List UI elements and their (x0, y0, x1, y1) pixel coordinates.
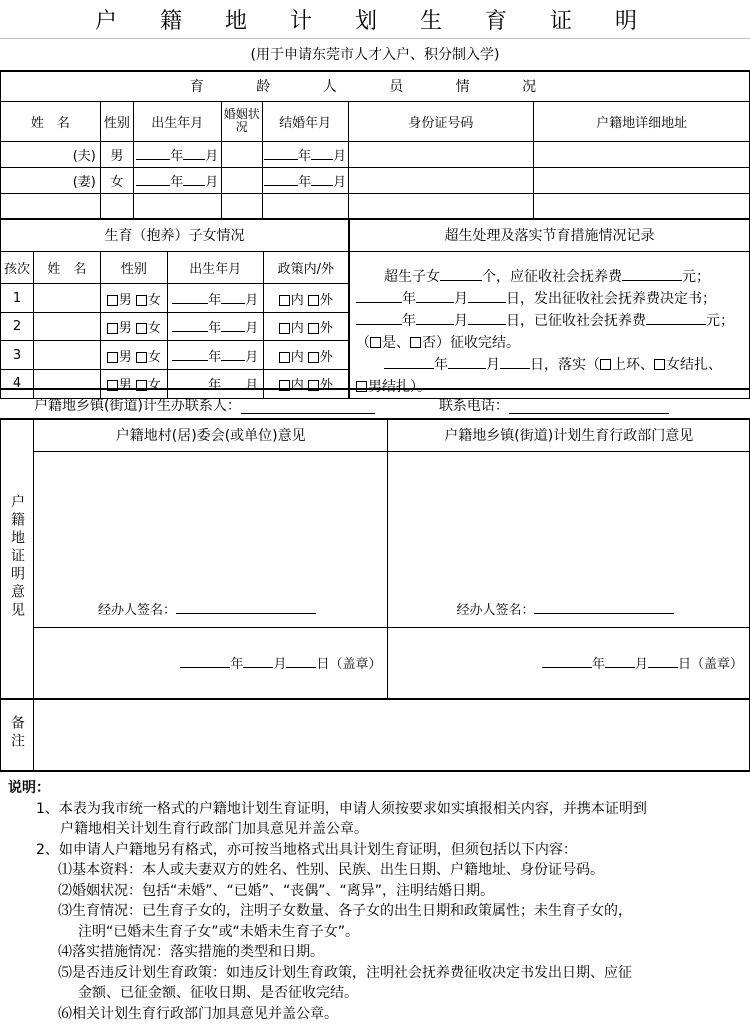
header-child-name: 姓 名 (33, 251, 100, 284)
header-address: 户籍地详细地址 (534, 101, 750, 141)
village-signer[interactable]: 经办人签名： (33, 591, 388, 627)
village-opinion-body[interactable] (33, 451, 388, 591)
child-policy[interactable]: 内 外 (263, 369, 349, 398)
header-marital: 婚姻状况 (221, 101, 262, 141)
town-signer[interactable]: 经办人签名： (388, 591, 750, 627)
child-birth[interactable]: 年 月 (167, 284, 263, 313)
town-opinion-title: 户籍地乡镇(街道)计划生育行政部门意见 (388, 419, 750, 451)
note-2-5-cont: 金额、已征金额、征收日期、是否征收完结。 (78, 985, 358, 1001)
wife-marital[interactable] (221, 167, 262, 193)
village-stamp-date[interactable]: 年 月 日（盖章） (33, 627, 388, 699)
note-2: 2、如申请人户籍地另有格式，亦可按当地格式出具计划生育证明，但须包括以下内容： (36, 841, 577, 858)
husband-marriage-date[interactable]: 年 月 (262, 141, 348, 167)
husband-id[interactable] (348, 141, 534, 167)
blank-cell[interactable] (100, 193, 133, 219)
section-title: 育 龄 人 员 情 况 (1, 71, 750, 101)
checkbox-icon (308, 295, 319, 306)
blank-cell[interactable] (133, 193, 221, 219)
child-index: 4 (1, 369, 34, 398)
child-index: 1 (1, 284, 34, 313)
remarks-label: 备注 (1, 699, 34, 771)
page-subtitle: (用于申请东莞市人才入户、积分制入学) (250, 47, 500, 63)
husband-label: (夫) (1, 141, 101, 167)
header-marriage-date: 结婚年月 (262, 101, 348, 141)
child-gender[interactable]: 男 女 (100, 312, 167, 341)
child-index: 3 (1, 341, 34, 370)
note-2-5: ⑸是否违反计划生育政策：如违反计划生育政策，注明社会抚养费征收决定书发出日期、应征 (58, 964, 632, 981)
phone-input[interactable] (509, 397, 669, 414)
children-table (0, 218, 750, 399)
checkbox-icon (107, 323, 118, 334)
checkbox-icon (136, 352, 147, 363)
page-title: 户 籍 地 计 划 生 育 证 明 (0, 0, 750, 39)
blank-cell[interactable] (262, 193, 348, 219)
checkbox-icon (308, 352, 319, 363)
wife-label: (妻) (1, 167, 101, 193)
header-child-birth: 出生年月 (167, 251, 263, 284)
note-2-6: ⑹相关计划生育行政部门加具意见并盖公章。 (58, 1005, 338, 1022)
note-2-2: ⑵婚姻状况：包括“未婚”、“已婚”、“丧偶”、“离异”，注明结婚日期。 (58, 882, 495, 899)
wife-id[interactable] (348, 167, 534, 193)
town-opinion-body[interactable] (388, 451, 750, 591)
notes (0, 778, 750, 1024)
husband-marital[interactable] (221, 141, 262, 167)
wife-birth[interactable]: 年 月 (133, 167, 221, 193)
checkbox-icon (279, 295, 290, 306)
wife-marriage-date[interactable]: 年 月 (262, 167, 348, 193)
child-policy[interactable]: 内 外 (263, 341, 349, 370)
note-2-4: ⑷落实措施情况：落实措施的类型和日期。 (58, 944, 324, 960)
overbirth-section-title: 超生处理及落实节育措施情况记录 (349, 219, 749, 251)
child-name[interactable] (33, 312, 100, 341)
checkbox-icon (654, 359, 665, 370)
child-gender[interactable]: 男 女 (100, 341, 167, 370)
child-gender[interactable]: 男 女 (100, 284, 167, 313)
note-2-3-cont: 注明“已婚未生育子女”或“未婚未生育子女”。 (78, 923, 360, 940)
blank-cell[interactable] (534, 193, 750, 219)
header-gender: 性别 (100, 101, 133, 141)
blank-cell[interactable] (1, 193, 101, 219)
phone-label: 联系电话： (438, 398, 509, 414)
note-2-3: ⑶生育情况：已生育子女的，注明子女数量、各子女的出生日期和政策属性；未生育子女的， (58, 903, 632, 919)
child-birth[interactable]: 年 月 (167, 312, 263, 341)
child-name[interactable] (33, 284, 100, 313)
note-1: 1、本表为我市统一格式的户籍地计划生育证明，申请人须按要求如实填报相关内容，并携本证明到 (36, 800, 647, 817)
checkbox-icon (370, 337, 381, 348)
checkbox-icon (136, 323, 147, 334)
checkbox-icon (107, 352, 118, 363)
overbirth-record[interactable]: 超生子女 个，应征收社会抚养费 元； 年 月 日，发出征收社会抚养费决定书； 年 月 日，已征收社会抚养费 元； （ 是、 否）征收完结。 年 月 日，落实（ 上环、 女结扎、 男结扎）。 (349, 251, 749, 398)
contact-input[interactable] (241, 397, 375, 414)
husband-gender: 男 (100, 141, 133, 167)
header-name: 姓 名 (1, 101, 101, 141)
checkbox-icon (107, 295, 118, 306)
child-index: 2 (1, 312, 34, 341)
checkbox-icon (136, 295, 147, 306)
child-birth[interactable]: 年 月 (167, 369, 263, 398)
blank-cell[interactable] (221, 193, 262, 219)
checkbox-icon (279, 323, 290, 334)
child-policy[interactable]: 内 外 (263, 312, 349, 341)
note-1-cont: 户籍地相关计划生育行政部门加具意见并盖公章。 (60, 821, 368, 837)
checkbox-icon (279, 352, 290, 363)
note-2-1: ⑴基本资料：本人或夫妻双方的姓名、性别、民族、出生日期、户籍地址、身份证号码。 (58, 862, 604, 878)
wife-address[interactable] (534, 167, 750, 193)
opinions-side-label: 户籍地证明意见 (1, 419, 34, 699)
header-birth: 出生年月 (133, 101, 221, 141)
children-section-title: 生育（抱养）子女情况 (1, 219, 350, 251)
header-child-index: 孩次 (1, 251, 34, 284)
child-gender[interactable]: 男 女 (100, 369, 167, 398)
child-name[interactable] (33, 341, 100, 370)
blank-cell[interactable] (348, 193, 534, 219)
contact-label: 户籍地乡镇(街道)计生办联系人： (34, 398, 241, 414)
opinions-table (0, 418, 750, 772)
reproductive-age-table (0, 70, 750, 220)
header-child-policy: 政策内/外 (263, 251, 349, 284)
checkbox-icon (308, 323, 319, 334)
wife-gender: 女 (100, 167, 133, 193)
remarks-body[interactable] (33, 699, 749, 771)
checkbox-icon (600, 359, 611, 370)
town-stamp-date[interactable]: 年 月 日（盖章） (388, 627, 750, 699)
child-policy[interactable]: 内 外 (263, 284, 349, 313)
header-id: 身份证号码 (348, 101, 534, 141)
village-opinion-title: 户籍地村(居)委会(或单位)意见 (33, 419, 388, 451)
husband-birth[interactable]: 年 月 (133, 141, 221, 167)
checkbox-icon (410, 337, 421, 348)
child-birth[interactable]: 年 月 (167, 341, 263, 370)
header-child-gender: 性别 (100, 251, 167, 284)
notes-heading: 说明： (8, 780, 50, 796)
husband-address[interactable] (534, 141, 750, 167)
contact-row (0, 388, 750, 420)
